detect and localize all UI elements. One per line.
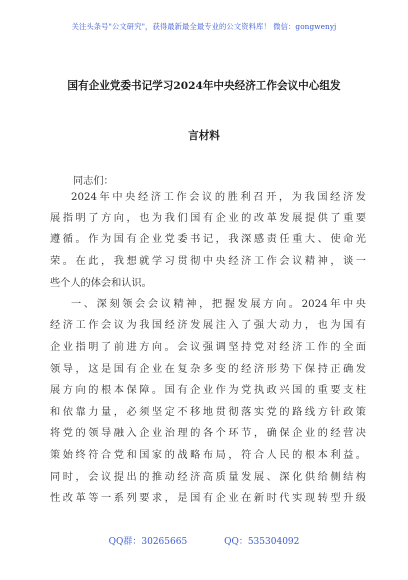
body-line: 将党的领导融入企业治理的各个环节，确保企业的经营决 (50, 428, 366, 439)
footer (0, 534, 408, 547)
body-line: 展方向的根本保障。国有企业作为党执政兴国的重要支柱 (50, 385, 366, 396)
body-line: 些个人的体会和认识。 (50, 278, 152, 289)
document-title-line-1: 国有企业党委书记学习2024年中央经济工作会议中心组发 (67, 80, 341, 92)
body-line: 荣。在此，我想就学习贯彻中央经济工作会议精神，谈一 (50, 256, 366, 267)
footer-qq: QQ：535304092 (224, 537, 300, 547)
body-line: 企业指明了前进方向。会议强调坚持党对经济工作的全面 (50, 342, 366, 353)
document-title-line-2: 言材料 (188, 130, 220, 142)
body-line: 遵循。作为国有企业党委书记，我深感责任重大、使命光 (50, 234, 366, 245)
body-line: 策始终符合党和国家的战略布局，符合人民的根本利益。 (50, 450, 366, 461)
body-line: 和依靠力量，必须坚定不移地贯彻落实党的路线方针政策 (50, 407, 366, 418)
body-line: 2024年中央经济工作会议的胜利召开，为我国经济发 (71, 192, 366, 203)
body-line: 性改革等一系列要求，是国有企业在新时代实现转型升级 (50, 493, 366, 504)
body-line: 经济工作会议为我国经济发展注入了强大动力，也为国有 (50, 320, 366, 331)
salutation: 同志们： (73, 176, 114, 187)
header-banner: 关注头条号"公文研究"，获得最新最全最专业的公文资料库！ 微信：gongwenyj (71, 22, 337, 31)
body-line: 一、深刻领会会议精神，把握发展方向。2024年中央 (71, 299, 366, 310)
body-line: 领导，这是国有企业在复杂多变的经济形势下保持正确发 (50, 364, 366, 375)
body-line: 展指明了方向，也为我们国有企业的改革发展提供了重要 (50, 213, 366, 224)
footer-qq-group: QQ群：30265665 (108, 537, 188, 547)
body-line: 同时，会议提出的推动经济高质量发展、深化供给侧结构 (50, 472, 366, 483)
